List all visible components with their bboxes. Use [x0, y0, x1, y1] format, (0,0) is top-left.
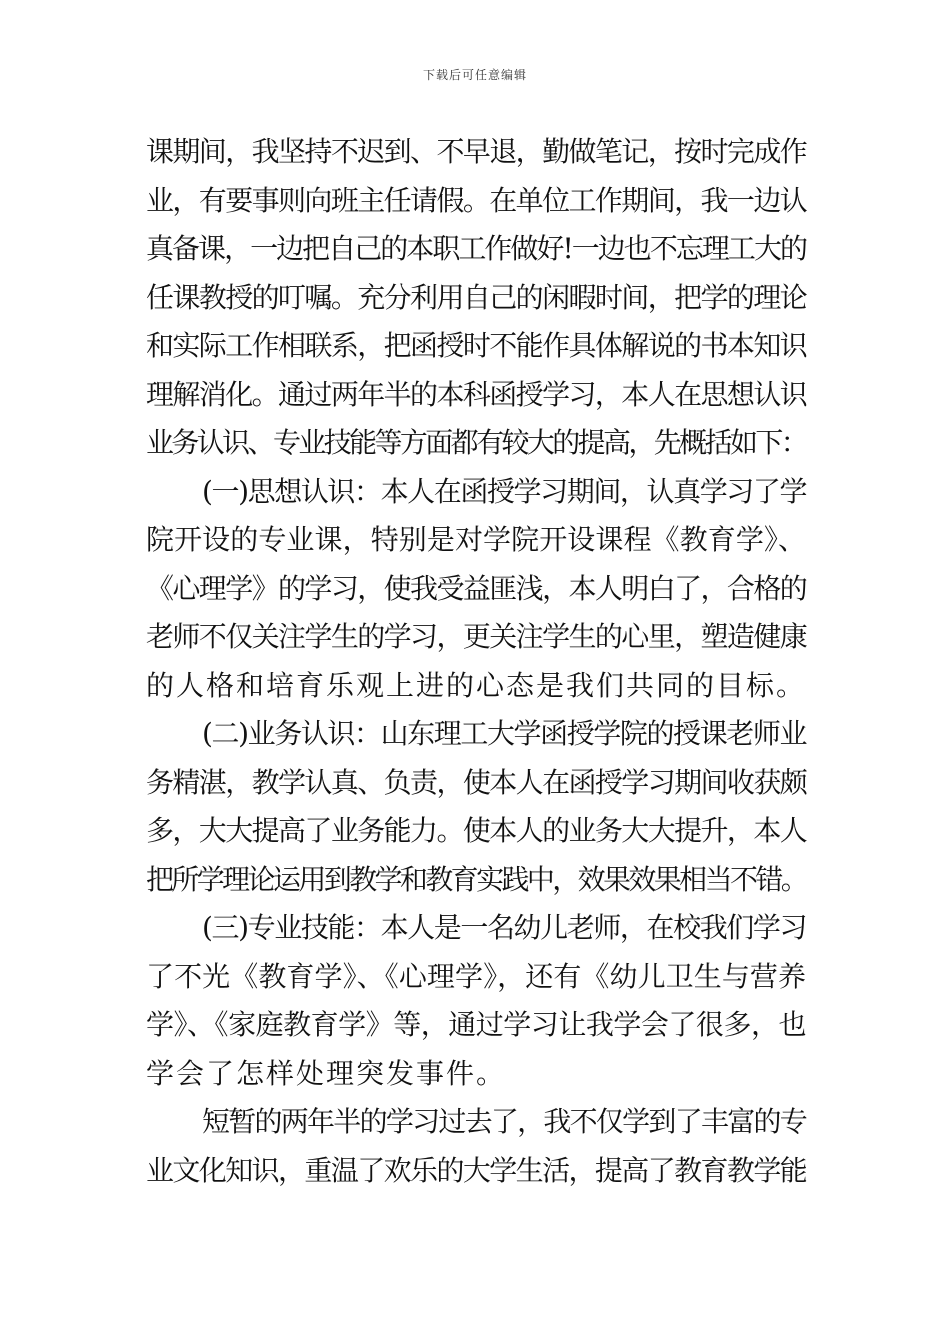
- text-line: 学》、《家庭教育学》等，通过学习让我学会了很多，也: [146, 1008, 806, 1041]
- text-line: 理解消化。通过两年半的本科函授学习，本人在思想认识: [146, 377, 806, 411]
- text-line: 真备课，一边把自己的本职工作做好!一边也不忘理工大的: [146, 232, 806, 265]
- text-line: (一)思想认识：本人在函授学习期间，认真学习了学: [202, 474, 806, 508]
- text-line: 了不光《教育学》、《心理学》，还有《幼儿卫生与营养: [146, 959, 806, 993]
- text-line: 院开设的专业课，特别是对学院开设课程《教育学》、: [146, 523, 806, 556]
- text-line: 业文化知识，重温了欢乐的大学生活，提高了教育教学能: [146, 1153, 806, 1187]
- text-line: 的人格和培育乐观上进的心态是我们共同的目标。: [146, 668, 807, 702]
- text-line: 多，大大提高了业务能力。使本人的业务大大提升，本人: [146, 814, 806, 847]
- body-text: [146, 128, 806, 1195]
- text-line: 业务认识、专业技能等方面都有较大的提高，先概括如下：: [146, 426, 806, 459]
- text-line: 《心理学》的学习，使我受益匪浅，本人明白了，合格的: [146, 571, 806, 605]
- text-line: (三)专业技能：本人是一名幼儿老师，在校我们学习: [202, 911, 806, 944]
- text-line: 任课教授的叮嘱。充分利用自己的闲暇时间，把学的理论: [146, 280, 806, 314]
- text-line: (二)业务认识：山东理工大学函授学院的授课老师业: [202, 717, 806, 750]
- text-line: 把所学理论运用到教学和教育实践中，效果效果相当不错。: [146, 862, 806, 896]
- text-line: 学会了怎样处理突发事件。: [146, 1056, 507, 1090]
- page-header: 下载后可任意编辑: [422, 68, 527, 82]
- text-line: 课期间，我坚持不迟到、不早退，勤做笔记，按时完成作: [146, 135, 806, 168]
- text-line: 老师不仅关注学生的学习，更关注学生的心里，塑造健康: [146, 620, 806, 653]
- text-line: 务精湛，教学认真、负责，使本人在函授学习期间收获颇: [146, 765, 806, 799]
- text-line: 和实际工作相联系，把函授时不能作具体解说的书本知识: [146, 329, 806, 362]
- text-line: 短暂的两年半的学习过去了，我不仅学到了丰富的专: [202, 1105, 806, 1138]
- text-line: 业，有要事则向班主任请假。在单位工作期间，我一边认: [146, 183, 806, 217]
